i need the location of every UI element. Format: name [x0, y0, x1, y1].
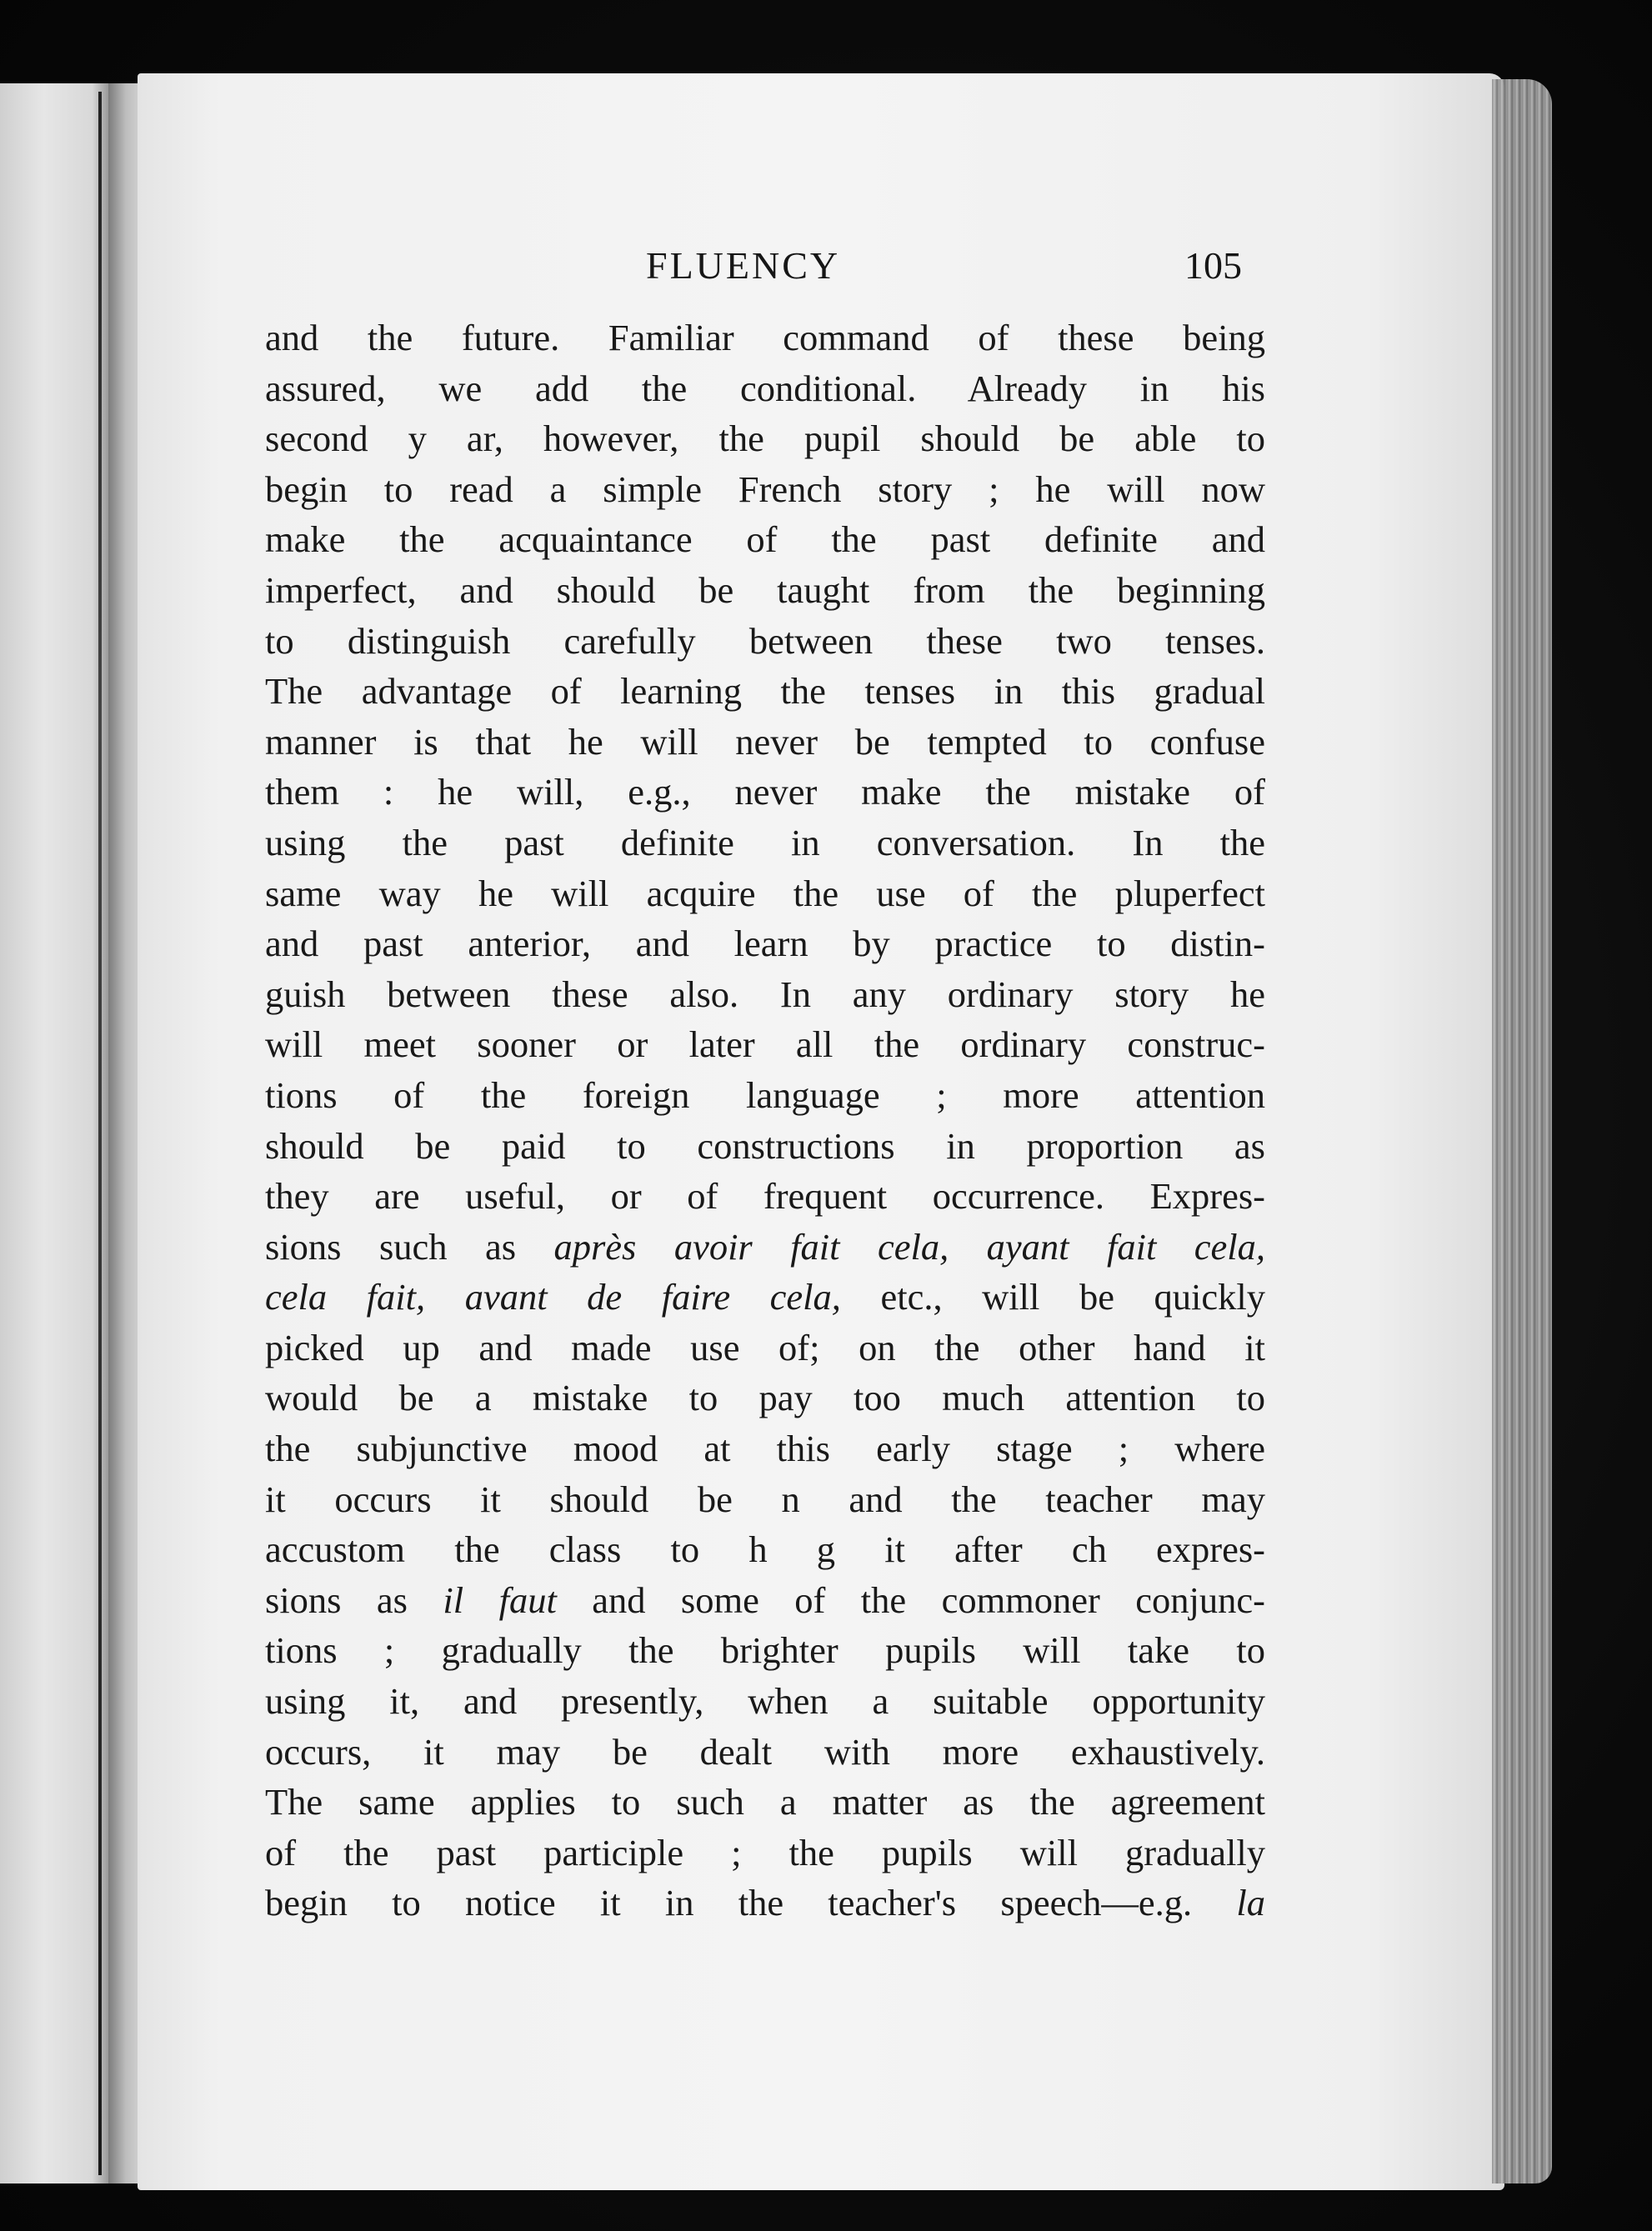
- text-line: of the past participle ; the pupils will gradually: [265, 1831, 1265, 1873]
- text-line: begin to read a simple French story ; he will now: [265, 468, 1265, 510]
- text-line: tions of the foreign language ; more attention: [265, 1073, 1265, 1116]
- text-line: to distinguish carefully between these two tenses.: [265, 619, 1265, 662]
- running-head: FLUENCY: [646, 244, 841, 287]
- text-line: sions as il faut and some of the commoner conjunc-: [265, 1578, 1265, 1621]
- text-line: them : he will, e.g., never make the mistake of: [265, 771, 1265, 813]
- page-header: [258, 243, 1242, 293]
- text-line: it occurs it should be n and the teacher may: [265, 1478, 1265, 1520]
- text-line: should be paid to constructions in proportion as: [265, 1124, 1265, 1167]
- text-line: imperfect, and should be taught from the beginning: [265, 568, 1265, 611]
- facing-page-edge: [0, 83, 108, 2183]
- text-line: assured, we add the conditional. Already in his: [265, 367, 1265, 409]
- text-line: would be a mistake to pay too much attention to: [265, 1377, 1265, 1419]
- text-line: will meet sooner or later all the ordinary construc-: [265, 1023, 1265, 1066]
- text-line: picked up and made use of; on the other hand it: [265, 1326, 1265, 1368]
- text-line: second y ar, however, the pupil should be able to: [265, 418, 1265, 460]
- page-number: 105: [1184, 244, 1242, 287]
- text-line: the subjunctive mood at this early stage ; where: [265, 1428, 1265, 1470]
- text-line: guish between these also. In any ordinary story he: [265, 973, 1265, 1015]
- text-line: using it, and presently, when a suitable opportunity: [265, 1680, 1265, 1723]
- text-line: occurs, it may be dealt with more exhaustively.: [265, 1730, 1265, 1773]
- text-line: tions ; gradually the brighter pupils will take to: [265, 1629, 1265, 1672]
- text-line: same way he will acquire the use of the pluperfect: [265, 872, 1265, 914]
- text-line: The same applies to such a matter as the agreement: [265, 1781, 1265, 1823]
- text-line: accustom the class to h g it after ch expres-: [265, 1528, 1265, 1571]
- text-line: The advantage of learning the tenses in this gradual: [265, 670, 1265, 713]
- text-line: cela fait, avant de faire cela, etc., will be quickly: [265, 1276, 1265, 1318]
- page-stack-edges: [1492, 79, 1552, 2183]
- text-line: sions such as après avoir fait cela, ayant fait cela,: [265, 1225, 1265, 1268]
- body-text: [265, 313, 1265, 1928]
- text-line: they are useful, or of frequent occurrence. Expres-: [265, 1175, 1265, 1218]
- book-spine-line: [98, 92, 102, 2175]
- text-line: make the acquaintance of the past definite and: [265, 518, 1265, 561]
- text-line: manner is that he will never be tempted to confuse: [265, 720, 1265, 763]
- text-line: and past anterior, and learn by practice to distin-: [265, 923, 1265, 965]
- text-line: using the past definite in conversation. In the: [265, 821, 1265, 863]
- text-line: begin to notice it in the teacher's speech—e.g. la: [265, 1882, 1265, 1924]
- text-line: and the future. Familiar command of these being: [265, 317, 1265, 358]
